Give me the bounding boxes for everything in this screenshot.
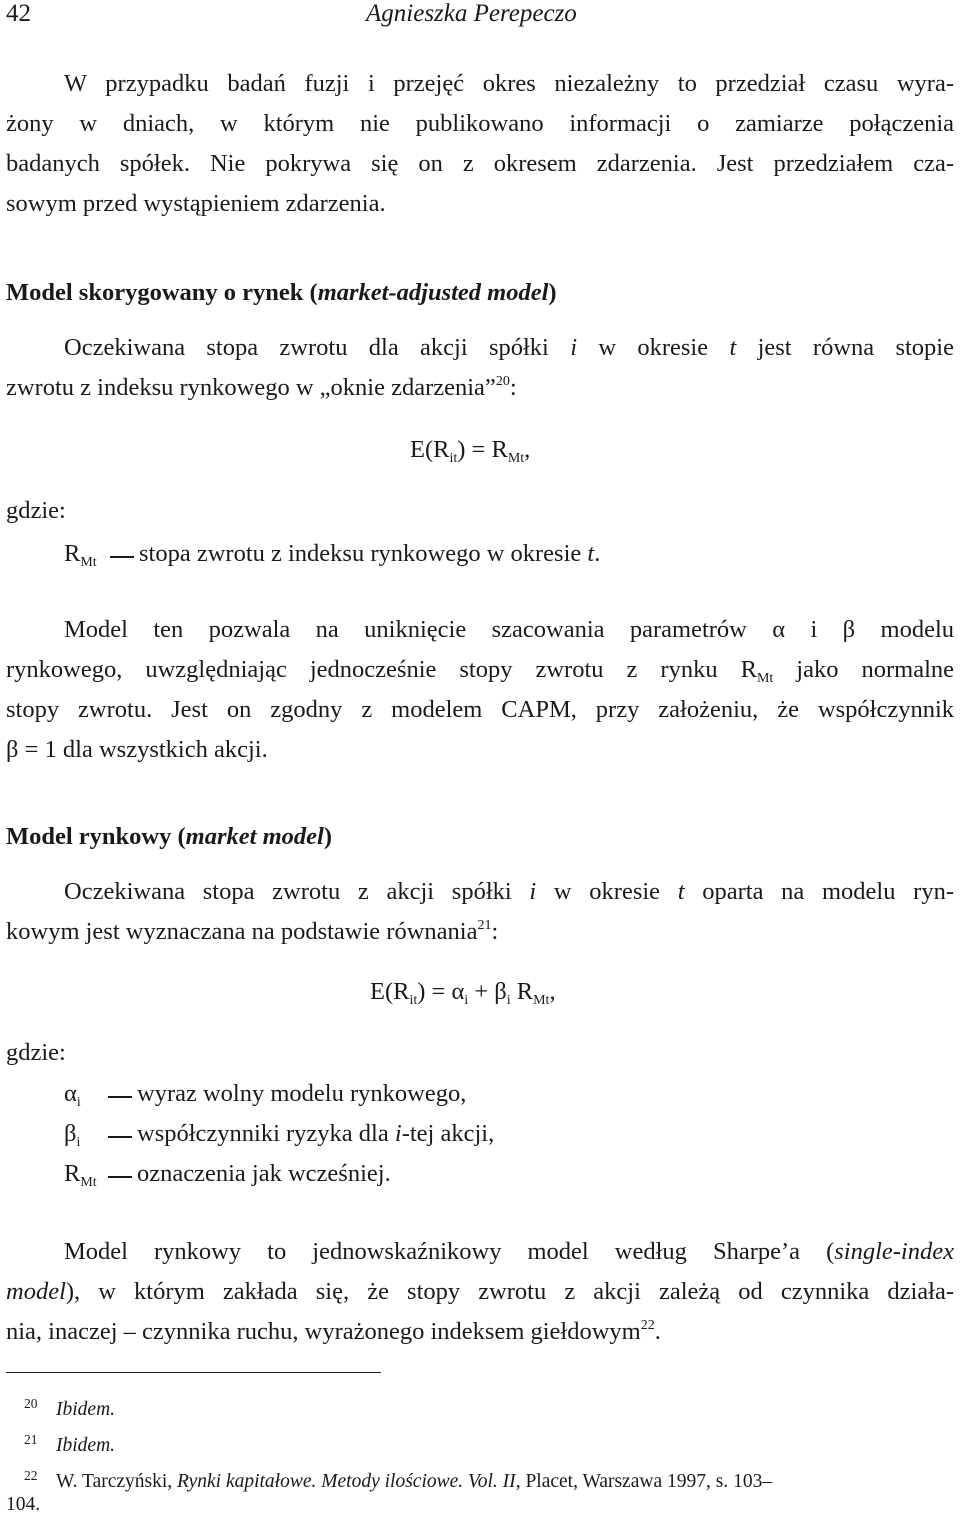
dash [108,1096,132,1098]
symbol-r: $R_{Mt}$ [64,1160,97,1190]
text-line: rynkowego, uwzględniając jednocześnie stopy zwrotu z rynku $R_{Mt}$ jako normalne [6,656,955,686]
text-line: kowym jest wyznaczana na podstawie równania$^{21}$: [6,918,499,945]
text-line: Model ten pozwala na uniknięcie szacowania parametrów α i β modelu [64,616,954,643]
definition-text: współczynniki ryzyka dla i-tej akcji, [137,1120,495,1147]
section-heading-market-model: Model rynkowy (market model) [6,823,332,850]
dash [108,1176,132,1178]
equation-market-model: $E(R_{it}) = \alpha_i + \beta_i$ $R_{Mt}$, [370,978,556,1008]
running-head-author: Agnieszka Perepeczo [366,0,577,27]
text-line: Model rynkowy to jednowskaźnikowy model według Sharpe’a (single-index [64,1238,954,1265]
section-heading-market-adjusted: Model skorygowany o rynek (market-adjusted model) [6,279,557,306]
footnote-ref[interactable]: 20 [495,374,510,389]
symbol: $R_{Mt}$ [64,540,97,570]
text-line: sowym przed wystąpieniem zdarzenia. [6,190,386,217]
equation-market-adjusted: $E(R_{it}) = R_{Mt}$, [410,436,531,466]
definition-text: oznaczenia jak wcześniej. [137,1160,391,1187]
text-line: W przypadku badań fuzji i przejęć okres niezależny to przedział czasu wyra- [64,70,954,97]
gdzie-label: gdzie: [6,1039,66,1066]
footnote-rule [6,1372,381,1373]
text-line: żony w dniach, w którym nie publikowano informacji o zamiarze połączenia [6,110,954,137]
symbol-alpha: $\alpha_i$ [64,1080,81,1110]
page-number: 42 [6,0,31,27]
definition-text: stopa zwrotu z indeksu rynkowego w okresie t. [139,540,601,567]
text-line: Oczekiwana stopa zwrotu dla akcji spółki i w okresie t jest równa stopie [64,334,954,361]
definition-text: wyraz wolny modelu rynkowego, [137,1080,467,1107]
text-line: badanych spółek. Nie pokrywa się on z okresem zdarzenia. Jest przedziałem cza- [6,150,954,177]
text-line: stopy zwrotu. Jest on zgodny z modelem CAPM, przy założeniu, że współczynnik [6,696,954,723]
footnote-ref[interactable]: 22 [640,1318,655,1333]
dash [110,556,134,558]
text-line: zwrotu z indeksu rynkowego w „oknie zdarzenia”$^{20}$: [6,374,517,401]
text-line: β = 1 dla wszystkich akcji. [6,736,268,763]
text-line: model), w którym zakłada się, że stopy zwrotu z akcji zależą od czynnika działa- [6,1278,954,1305]
symbol-beta: $\beta_i$ [64,1120,81,1150]
text-line: nia, inaczej – czynnika ruchu, wyrażonego indeksem giełdowym$^{22}$. [6,1318,661,1345]
dash [108,1136,132,1138]
text-line: Oczekiwana stopa zwrotu z akcji spółki i w okresie t oparta na modelu ryn- [64,878,954,905]
gdzie-label: gdzie: [6,497,66,524]
footnote-ref[interactable]: 21 [477,918,492,933]
page-header [6,0,954,40]
